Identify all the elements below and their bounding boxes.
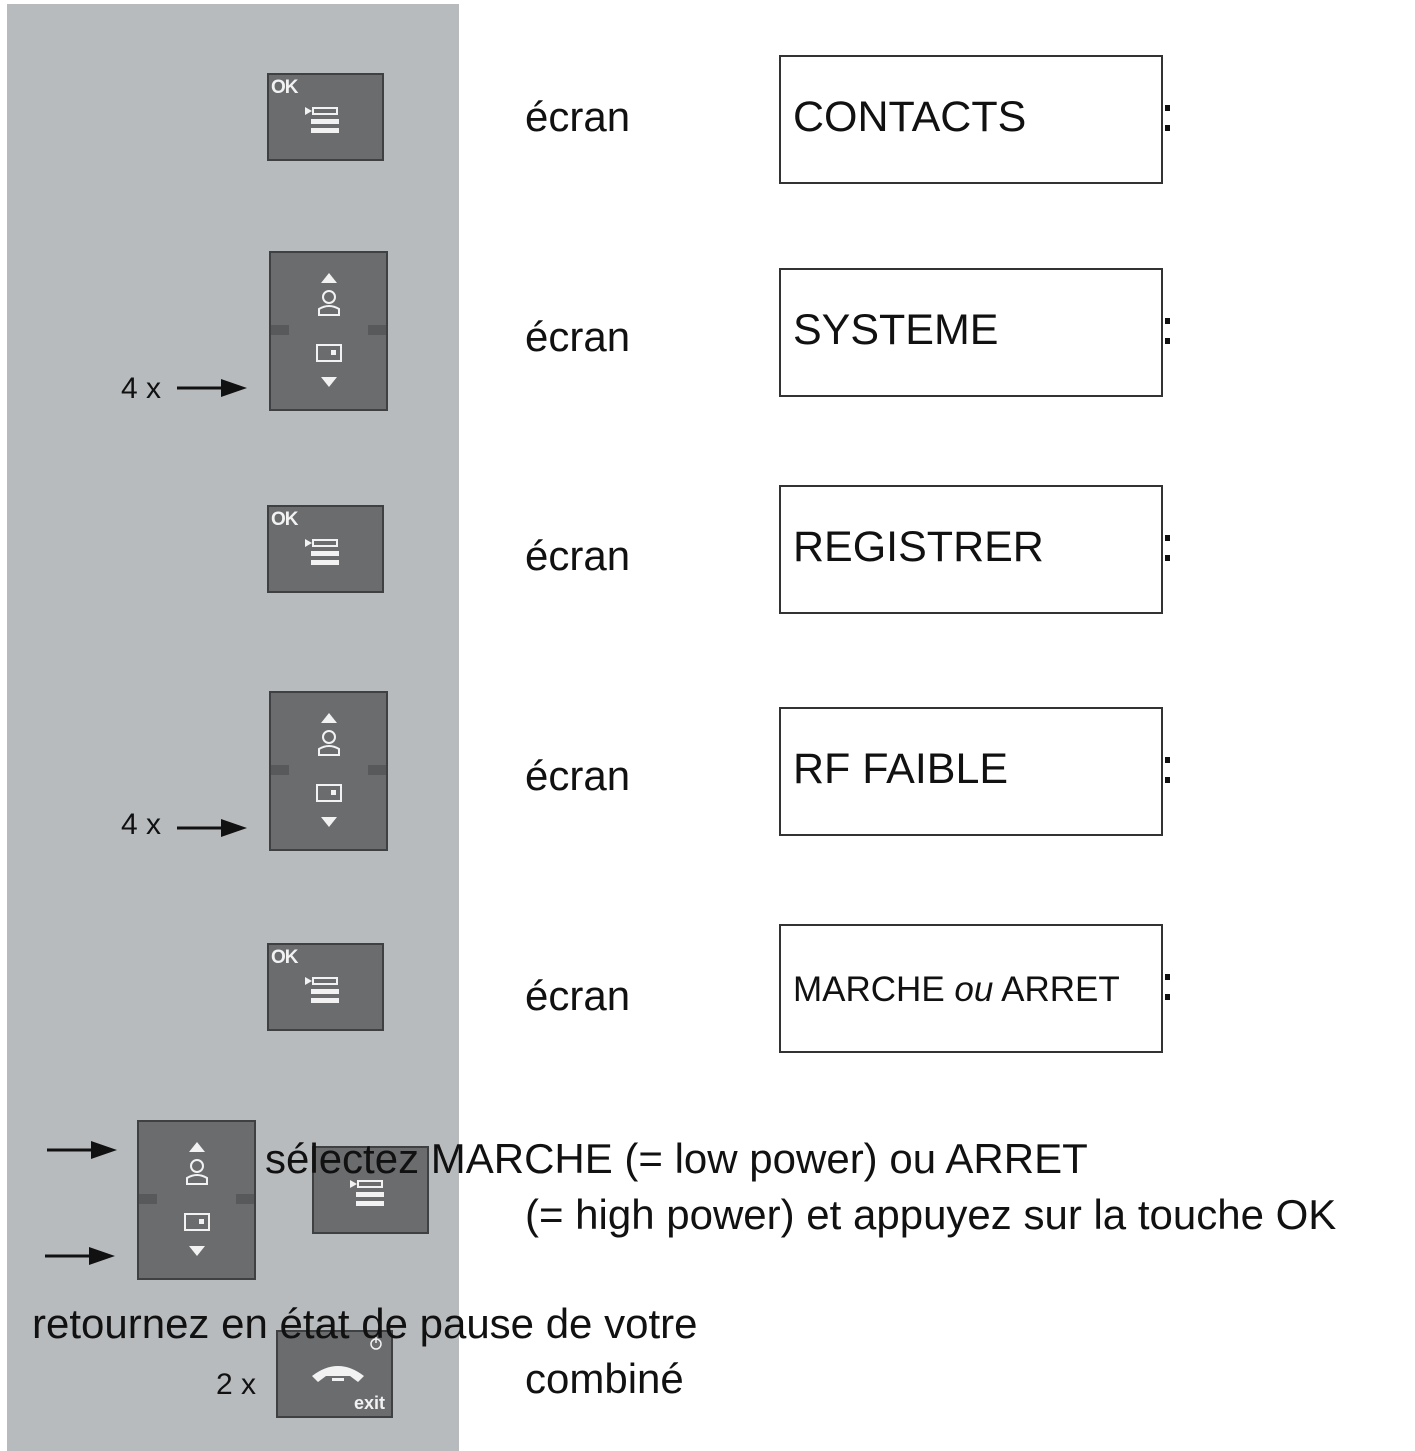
nav-scroll-key[interactable] [137, 1120, 256, 1280]
screen-label: écran [525, 752, 631, 799]
key-notch [368, 325, 386, 335]
screen-display-registrer [779, 485, 1163, 614]
ok-key-label: OK [271, 77, 298, 98]
press-count: 4 x [121, 372, 162, 405]
select-instruction-line1: sélectez MARCHE (= low power) ou ARRET [265, 1135, 1088, 1182]
colon-mark [1165, 757, 1169, 783]
nav-scroll-key[interactable] [269, 691, 388, 851]
ok-key-label: OK [271, 947, 298, 968]
press-count: 4 x [121, 808, 162, 841]
screen-label: écran [525, 532, 631, 579]
screen-text: CONTACTS [793, 93, 1027, 141]
screen-label: écran [525, 972, 631, 1019]
screen-text: RF FAIBLE [793, 745, 1009, 793]
select-instruction-line2: (= high power) et appuyez sur la touche OK [525, 1191, 1337, 1238]
option-arret: ARRET [993, 970, 1120, 1009]
arrow-right-icon [45, 1246, 115, 1266]
exit-key-label: exit [353, 1393, 385, 1413]
menu-icon [305, 975, 343, 1007]
arrow-right-icon [177, 378, 247, 398]
colon-mark [1165, 318, 1169, 344]
screen-display-systeme [779, 268, 1163, 397]
menu-icon [305, 537, 343, 569]
return-instruction-line1: retournez en état de pause de votre [32, 1300, 698, 1347]
screen-label: écran [525, 313, 631, 360]
screen-display-rf-faible [779, 707, 1163, 836]
key-notch [139, 1194, 157, 1204]
option-separator: ou [954, 970, 994, 1009]
arrow-right-icon [177, 818, 247, 838]
screen-text [793, 970, 1120, 1010]
nav-up-down-icon [179, 1138, 215, 1262]
key-notch [271, 765, 289, 775]
ok-menu-key[interactable] [267, 505, 384, 593]
ok-key-label: OK [271, 509, 298, 530]
press-count: 2 x [216, 1368, 257, 1401]
menu-icon [305, 105, 343, 137]
arrow-right-icon [47, 1140, 117, 1160]
colon-mark [1165, 974, 1169, 1000]
colon-mark [1165, 535, 1169, 561]
screen-display-contacts [779, 55, 1163, 184]
screen-text: SYSTEME [793, 306, 999, 354]
screen-text: REGISTRER [793, 523, 1044, 571]
nav-scroll-key[interactable] [269, 251, 388, 411]
screen-display-marche-arret [779, 924, 1163, 1053]
ok-menu-key[interactable] [267, 943, 384, 1031]
hangup-phone-icon [308, 1360, 368, 1386]
ok-menu-key[interactable] [267, 73, 384, 161]
nav-up-down-icon [311, 709, 347, 833]
nav-up-down-icon [311, 269, 347, 393]
key-notch [236, 1194, 254, 1204]
return-instruction-line2: combiné [525, 1355, 684, 1402]
colon-mark [1165, 105, 1169, 131]
key-notch [368, 765, 386, 775]
screen-label: écran [525, 93, 631, 140]
option-marche: MARCHE [793, 970, 955, 1009]
key-notch [271, 325, 289, 335]
